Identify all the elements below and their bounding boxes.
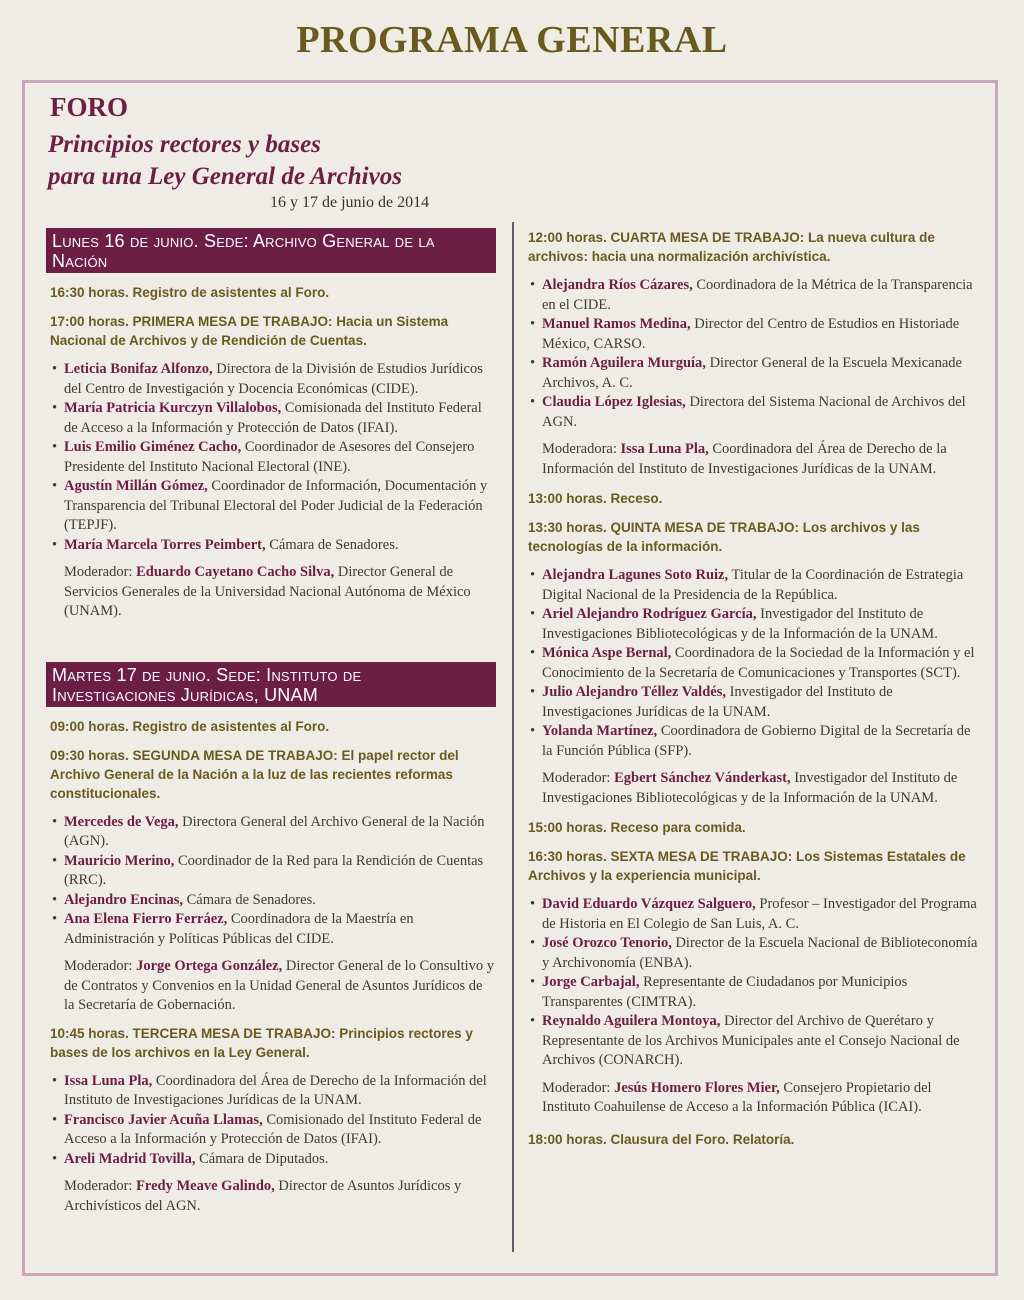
day-banner-monday: Lunes 16 de junio. Sede: Archivo General de la Nación xyxy=(46,228,496,273)
session-mesa-1: 17:00 horas. PRIMERA MESA DE TRABAJO: Hacia un Sistema Nacional de Archivos y de Rendición de Cuentas. xyxy=(50,314,449,348)
participants-mesa-6 xyxy=(524,895,979,1071)
list-item: • Mónica Aspe Bernal, Coordinadora de la Sociedad de la Información y el Conocimiento de la Secretaría de Comunicaciones y Transportes (SCT). xyxy=(542,644,979,683)
list-item: • David Eduardo Vázquez Salguero, Profesor – Investigador del Programa de Historia en El Colegio de San Luis, A. C. xyxy=(542,895,979,934)
list-item: • Ariel Alejandro Rodríguez García, Investigador del Instituto de Investigaciones Bibliotecológicas y de la Información de la UNAM. xyxy=(542,605,979,644)
foro-heading: FORO xyxy=(50,92,128,122)
column-divider xyxy=(512,222,514,1252)
moderator-mesa-5: Moderador: Egbert Sánchez Vánderkast, Investigador del Instituto de Investigaciones Bibliotecológicas y de la Información de la UNAM. xyxy=(542,770,958,806)
forum-dates: 16 y 17 de junio de 2014 xyxy=(270,194,430,211)
list-item: • Mauricio Merino, Coordinador de la Red para la Rendición de Cuentas (RRC). xyxy=(64,852,496,891)
session-mesa-6: 16:30 horas. SEXTA MESA DE TRABAJO: Los Sistemas Estatales de Archivos y la experiencia municipal. xyxy=(528,849,966,883)
list-item: • Alejandra Ríos Cázares, Coordinadora de la Métrica de la Transparencia en el CIDE. xyxy=(542,276,979,315)
list-item: • Francisco Javier Acuña Llamas, Comisionado del Instituto Federal de Acceso a la Información y Protección de Datos (IFAI). xyxy=(64,1111,496,1150)
list-item: • Areli Madrid Tovilla, Cámara de Diputados. xyxy=(64,1150,496,1170)
moderator-mesa-6: Moderador: Jesús Homero Flores Mier, Consejero Propietario del Instituto Coahuilense de Acceso a la Información Pública (ICAI). xyxy=(542,1079,932,1115)
moderator-mesa-1: Moderador: Eduardo Cayetano Cacho Silva, Director General de Servicios Generales de la Universidad Nacional Autónoma de México (UNAM). xyxy=(64,564,471,619)
session-mesa-5: 13:30 horas. QUINTA MESA DE TRABAJO: Los archivos y las tecnologías de la información. xyxy=(528,520,920,554)
list-item: • Reynaldo Aguilera Montoya, Director del Archivo de Querétaro y Representante de los Archivos Municipales ante el Consejo Nacional de Archivos (CONARCH). xyxy=(542,1012,979,1071)
list-item: • Julio Alejandro Téllez Valdés, Investigador del Instituto de Investigaciones Jurídicas de la UNAM. xyxy=(542,683,979,722)
subtitle-line-1: Principios rectores y bases xyxy=(48,131,321,158)
subtitle-line-2: para una Ley General de Archivos xyxy=(48,163,402,190)
participants-mesa-4 xyxy=(524,276,979,432)
session-registration-1: 16:30 horas. Registro de asistentes al Foro. xyxy=(50,285,330,300)
list-item: • Claudia López Iglesias, Directora del Sistema Nacional de Archivos del AGN. xyxy=(542,393,979,432)
list-item: • Alejandro Encinas, Cámara de Senadores. xyxy=(64,891,496,911)
list-item: • Alejandra Lagunes Soto Ruiz, Titular de la Coordinación de Estrategia Digital Nacional de la Presidencia de la República. xyxy=(542,566,979,605)
moderator-mesa-3: Moderador: Fredy Meave Galindo, Director de Asuntos Jurídicos y Archivísticos del AGN. xyxy=(64,1178,462,1214)
moderator-mesa-2: Moderador: Jorge Ortega González, Director General de lo Consultivo y de Contratos y Convenios en la Unidad General de Asuntos Jurídicos de la Secretaría de Gobernación. xyxy=(64,958,495,1013)
list-item: • Yolanda Martínez, Coordinadora de Gobierno Digital de la Secretaría de la Función Pública (SFP). xyxy=(542,722,979,761)
list-item: • María Marcela Torres Peimbert, Cámara de Senadores. xyxy=(64,536,496,556)
list-item: • Luis Emilio Giménez Cacho, Coordinador de Asesores del Consejero Presidente del Instituto Nacional Electoral (INE). xyxy=(64,438,496,477)
session-break-1: 13:00 horas. Receso. xyxy=(528,491,663,506)
day-banner-tuesday: Martes 17 de junio. Sede: Instituto de Investigaciones Jurídicas, UNAM xyxy=(46,662,496,707)
list-item: • Leticia Bonifaz Alfonzo, Directora de la División de Estudios Jurídicos del Centro de Investigación y Docencia Económicas (CIDE). xyxy=(64,360,496,399)
list-item: • Jorge Carbajal, Representante de Ciudadanos por Municipios Transparentes (CIMTRA). xyxy=(542,973,979,1012)
participants-mesa-3 xyxy=(46,1072,496,1170)
list-item: • Ramón Aguilera Murguía, Director General de la Escuela Mexicanade Archivos, A. C. xyxy=(542,354,979,393)
list-item: • Agustín Millán Gómez, Coordinador de Información, Documentación y Transparencia del Tribunal Electoral del Poder Judicial de la Federación (TEPJF). xyxy=(64,477,496,536)
participants-mesa-5 xyxy=(524,566,979,761)
forum-subtitle xyxy=(48,129,402,193)
session-lunch: 15:00 horas. Receso para comida. xyxy=(528,820,746,835)
session-mesa-2: 09:30 horas. SEGUNDA MESA DE TRABAJO: El papel rector del Archivo General de la Nación a la luz de las recientes reformas constitucionales. xyxy=(50,747,459,801)
list-item: • Mercedes de Vega, Directora General del Archivo General de la Nación (AGN). xyxy=(64,813,496,852)
participants-mesa-1 xyxy=(46,360,496,555)
moderator-mesa-4: Moderadora: Issa Luna Pla, Coordinadora del Área de Derecho de la Información del Instituto de Investigaciones Jurídicas de la UNAM. xyxy=(542,441,947,477)
participants-mesa-2 xyxy=(46,813,496,950)
session-mesa-3: 10:45 horas. TERCERA MESA DE TRABAJO: Principios rectores y bases de los archivos en la Ley General. xyxy=(50,1025,473,1060)
right-column xyxy=(524,228,979,1149)
session-mesa-4: 12:00 horas. CUARTA MESA DE TRABAJO: La nueva cultura de archivos: hacia una normalización archivística. xyxy=(528,230,935,264)
list-item: • Ana Elena Fierro Ferráez, Coordinadora de la Maestría en Administración y Políticas Públicas del CIDE. xyxy=(64,910,496,949)
list-item: • Manuel Ramos Medina, Director del Centro de Estudios en Historiade México, CARSO. xyxy=(542,315,979,354)
session-closing: 18:00 horas. Clausura del Foro. Relatoría. xyxy=(528,1131,795,1147)
list-item: • Issa Luna Pla, Coordinadora del Área de Derecho de la Información del Instituto de Investigaciones Jurídicas de la UNAM. xyxy=(64,1072,496,1111)
left-column xyxy=(46,228,496,1216)
page-title: PROGRAMA GENERAL xyxy=(296,19,728,61)
session-registration-2: 09:00 horas. Registro de asistentes al Foro. xyxy=(50,718,330,734)
list-item: • José Orozco Tenorio, Director de la Escuela Nacional de Biblioteconomía y Archivonomía (ENBA). xyxy=(542,934,979,973)
list-item: • María Patricia Kurczyn Villalobos, Comisionada del Instituto Federal de Acceso a la Información y Protección de Datos (IFAI). xyxy=(64,399,496,438)
